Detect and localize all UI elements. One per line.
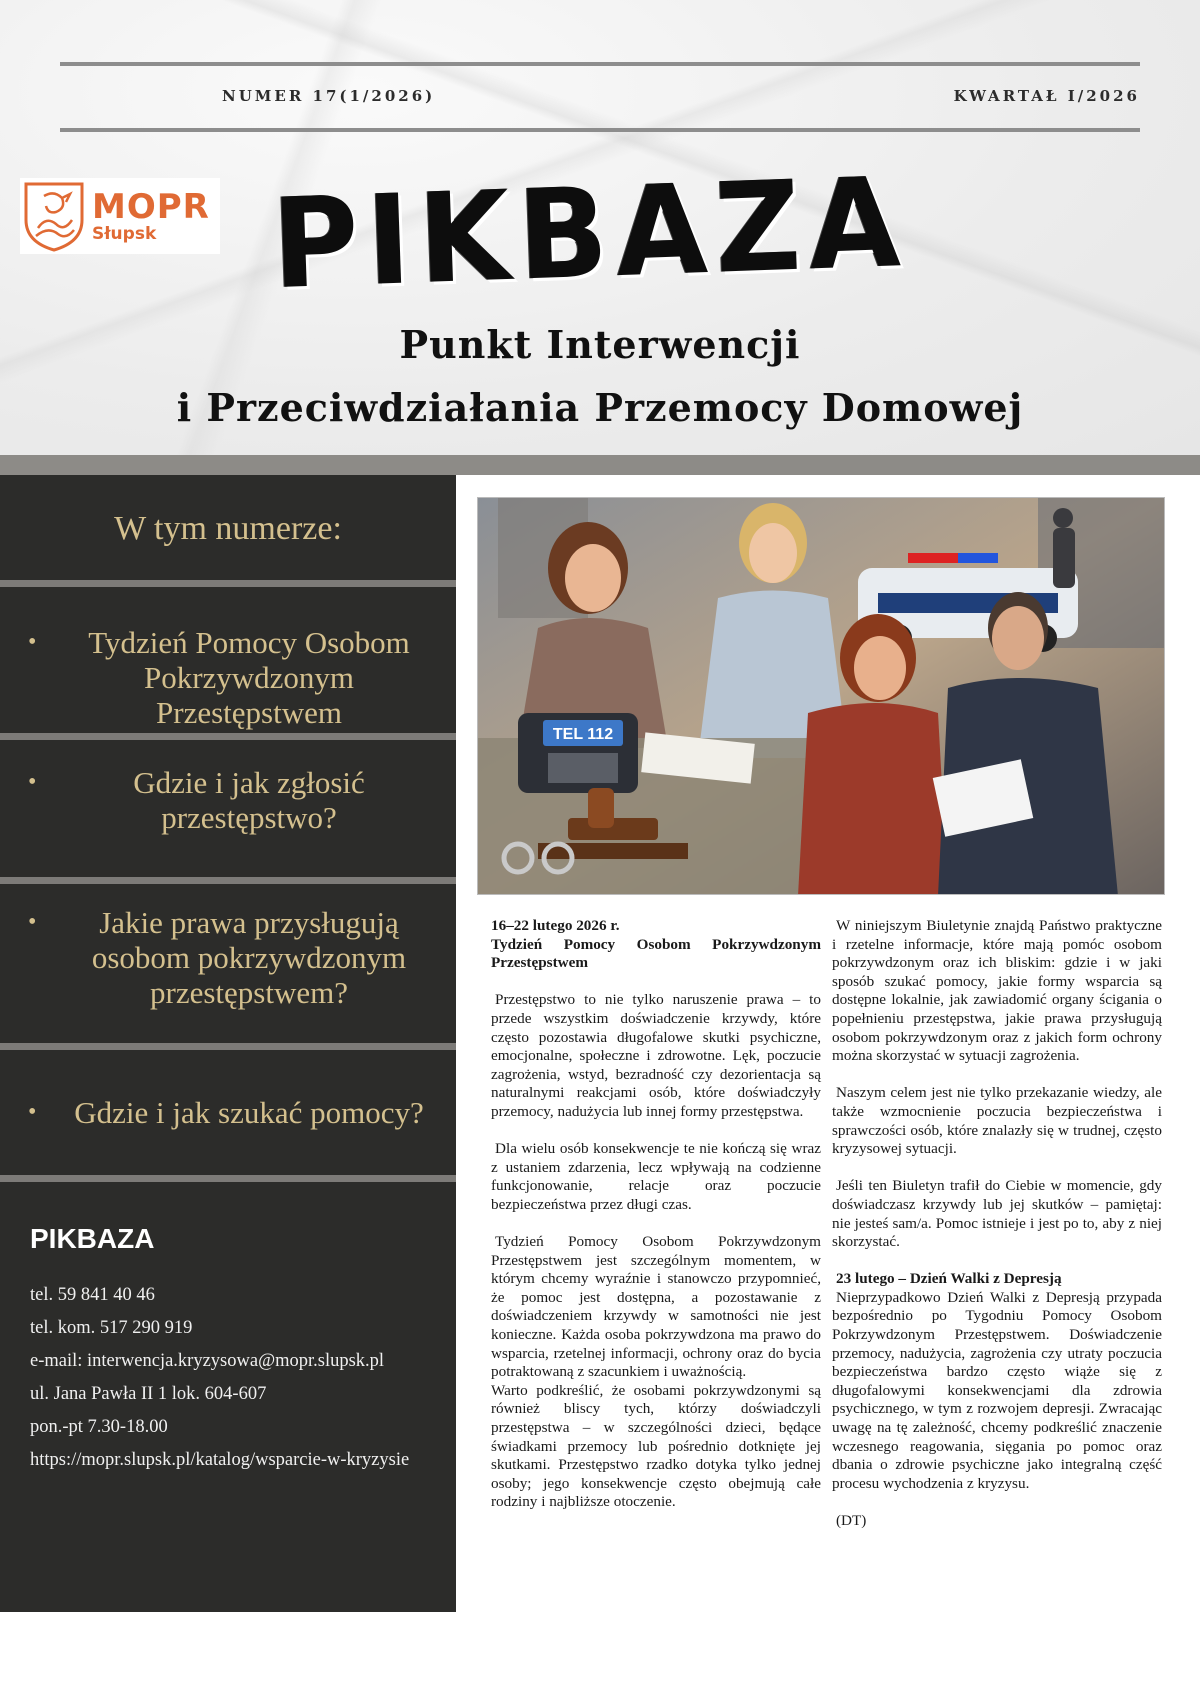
article-column-1 [491, 917, 821, 1531]
toc-divider [0, 733, 456, 740]
article-paragraph: Przestępstwo to nie tylko naruszenie prawa – to przede wszystkim doświadczenie krzywdy, które często pozostawia długofalowe skutki psychiczne, emocjonalne, społeczne i zdrowotne. Lęk, poczucie zagrożenia, wstyd, bezradność czy dezorientacja są naturalnymi reakcjami osób, które doświadczyły przemocy, nadużycia lub innej formy przestępstwa. [491, 991, 821, 1120]
article-paragraph: Naszym celem jest nie tylko przekazanie wiedzy, ale także wzmocnienie poczucia bezpieczeństwa i sprawczości osób, które znalazły się w trudnej, często kryzysowej sytuacji. [832, 1084, 1162, 1158]
article-subheading: 23 lutego – Dzień Walki z Depresją [836, 1270, 1062, 1288]
toc-divider [0, 580, 456, 587]
contact-phone[interactable]: tel. 59 841 40 46 [30, 1285, 155, 1305]
article-column-2 [832, 917, 1162, 1549]
illustration-scene [478, 498, 1165, 895]
article-paragraph: Tydzień Pomocy Osobom Pokrzywdzonym Przestępstwem jest szczególnym momentem, w którym chcemy wyraźnie i stanowczo przypomnieć, że pomoc jest dostępna, a pozostawanie z doświadczeniem krzywdy w samotności nie jest konieczne. Każda osoba pokrzywdzona ma prawo do wsparcia, rzetelnej informacji, ochrony oraz do bycia potraktowaną z szacunkiem i uważnością. [491, 1233, 821, 1381]
toc-item-label: Gdzie i jak zgłosić przestępstwo? [133, 765, 365, 835]
toc-item-3[interactable] [0, 905, 456, 1010]
toc-item-4[interactable] [0, 1095, 456, 1130]
bullet-icon: • [28, 769, 37, 795]
officer-silhouette [1053, 508, 1075, 588]
article-paragraph: Nieprzypadkowo Dzień Walki z Depresją przypada bezpośrednio po Tygodniu Pomocy Osobom Pokrzywdzonym Przestępstwem. Doświadczenie przemocy, nadużycia, zagrożenia czy utraty poczucia bezpieczeństwa bardzo często wiąże się z długofalowymi konsekwencjami dla zdrowia psychicznego, w tym z rozwojem depresji. Zwracając uwagę na tę zależność, chcemy podkreślić znaczenie wczesnego reagowania, sięgania po pomoc oraz dbania o zdrowie psychiczne jako integralną część procesu wychodzenia z kryzysu. [832, 1288, 1162, 1492]
toc-item-2[interactable] [0, 765, 456, 835]
article-signature: (DT) [836, 1512, 867, 1529]
header-bottom-rule [60, 128, 1140, 132]
contact-address: ul. Jana Pawła II 1 lok. 604-607 [30, 1384, 267, 1404]
bullet-icon: • [28, 1099, 37, 1125]
article-paragraph: Warto podkreślić, że osobami pokrzywdzonymi są również bliscy tych, którzy doświadczyli przestępstwa – w szczególności dzieci, będące świadkami przemocy lub pośrednio dotknięte jej skutkami. Przestępstwo rzadko dotyka tylko jednej osoby; jego konsekwencje często obejmują całe rodziny i najbliższe otoczenie. [491, 1381, 821, 1511]
logo-subtitle: Słupsk [92, 224, 157, 244]
issue-number: NUMER 17(1/2026) [222, 87, 436, 105]
mopr-crest-icon [22, 180, 86, 252]
toc-item-label: Tydzień Pomocy Osobom Pokrzywdzonym Przestępstwem [88, 625, 410, 730]
header [0, 0, 1200, 455]
article-paragraph: W niniejszym Biuletynie znajdą Państwo praktyczne i rzetelne informacje, które mają pomóc osobom pokrzywdzonym oraz ich bliskim: gdzie i w jaki sposób szukać pomocy, jakie formy wsparcia są dostępne lokalnie, jak zawiadomić organy ścigania o popełnieniu przestępstwa, jakie prawa przysługują osobom pokrzywdzonym oraz z jakich form ochrony można skorzystać w sytuacji zagrożenia. [832, 917, 1162, 1065]
contact-mobile[interactable]: tel. kom. 517 290 919 [30, 1318, 193, 1338]
contact-hours: pon.-pt 7.30-18.00 [30, 1417, 168, 1437]
toc-divider [0, 877, 456, 884]
toc-item-1[interactable] [0, 625, 456, 730]
masthead-subtitle-line2: i Przeciwdziałania Przemocy Domowej [176, 385, 1024, 430]
mopr-logo[interactable] [20, 178, 220, 254]
sidebar [0, 475, 456, 1612]
contact-title: PIKBAZA [30, 1223, 155, 1254]
logo-title: MOPR [92, 187, 210, 227]
toc-item-label: Gdzie i jak szukać pomocy? [74, 1095, 424, 1130]
toc-item-label: Jakie prawa przysługują osobom pokrzywdzonym przestępstwem? [91, 905, 407, 1010]
article-date: 16–22 lutego 2026 r. [491, 917, 620, 934]
article-illustration [477, 497, 1165, 895]
masthead-title: PIKBAZA [269, 149, 911, 317]
article-headline: Tydzień Pomocy Osobom Pokrzywdzonym Przestępstwem [491, 935, 821, 972]
bullet-icon: • [28, 629, 37, 655]
article-paragraph: Jeśli ten Biuletyn trafił do Ciebie w momencie, gdy doświadczasz krzywdy lub jej skutków – pamiętaj: nie jesteś sam/a. Pomoc istnieje i jest po to, aby z niej skorzystać. [832, 1177, 1162, 1251]
issue-quarter: KWARTAŁ I/2026 [953, 87, 1140, 105]
article-paragraph: Dla wielu osób konsekwencje te nie kończą się wraz z ustaniem zdarzenia, lecz wpływają na codzienne funkcjonowanie, relacje oraz poczucie bezpieczeństwa przez długi czas. [491, 1140, 821, 1213]
masthead-subtitle-line1: Punkt Interwencji [399, 322, 801, 367]
toc-divider [0, 1175, 456, 1182]
header-band [0, 455, 1200, 475]
header-top-rule [60, 62, 1140, 66]
toc-title: W tym numerze: [114, 510, 342, 547]
contact-email[interactable]: e-mail: interwencja.kryzysowa@mopr.slupsk.pl [30, 1351, 385, 1371]
bullet-icon: • [28, 909, 37, 935]
phone-screen-label: TEL 112 [552, 726, 614, 743]
contact-website-link[interactable]: https://mopr.slupsk.pl/katalog/wsparcie-w-kryzysie [30, 1450, 410, 1470]
toc-divider [0, 1043, 456, 1050]
phone-icon [518, 713, 638, 793]
